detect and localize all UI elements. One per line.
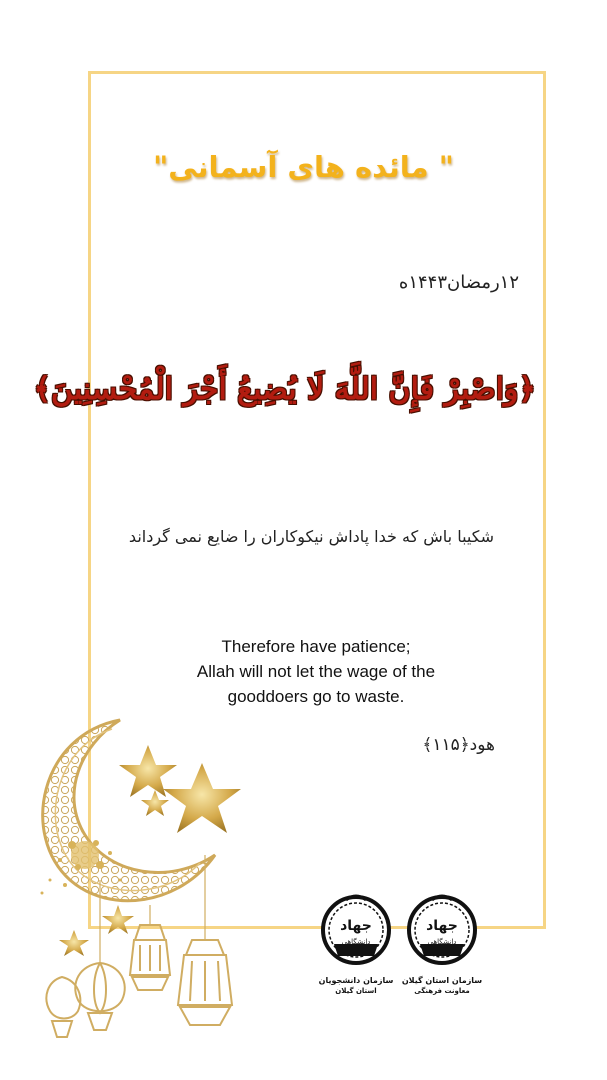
logo-sub: دانشگاهی [341, 938, 371, 946]
verse-reference: هود﴿۱۱۵﴾ [422, 735, 495, 755]
logo-sub: دانشگاهی [427, 938, 457, 946]
jahad-province-logo [401, 890, 483, 1002]
english-line: Allah will not let the wage of the [196, 662, 436, 681]
star-icon [102, 905, 134, 934]
star-icon [59, 930, 89, 956]
english-line: gooddoers go to waste. [227, 687, 405, 706]
star-icon [163, 763, 241, 833]
lantern-icon [75, 963, 125, 1030]
crescent-lantern-decoration [0, 715, 260, 1045]
english-line: Therefore have patience; [221, 637, 411, 656]
quran-verse: ﴿وَاصْبِرْ فَإِنَّ اللَّهَ لَا يُضِيعُ أَجْرَ الْمُحْسِنِينَ﴾ [33, 372, 536, 407]
lantern-icon [178, 940, 232, 1025]
logo-mark: جهاد [340, 918, 372, 934]
lantern-icon [46, 977, 80, 1037]
jahad-student-logo [320, 890, 392, 1002]
logo-caption: معاونت فرهنگی [414, 987, 470, 995]
persian-translation: شکیبا باش که خدا پاداش نیکوکاران را ضایع نمی گرداند [128, 527, 494, 546]
lantern-icon [130, 925, 170, 990]
logo-mark: جهاد [426, 918, 458, 934]
page-title: " مائده های آسمانی" [153, 150, 454, 184]
logo-group [318, 890, 483, 1008]
english-translation [130, 634, 502, 709]
logo-caption: سازمان دانشجویان [318, 976, 394, 985]
logo-caption: استان گیلان [335, 987, 377, 995]
logo-caption: سازمان استان گیلان [401, 976, 483, 985]
date-label: ۱۲رمضان۱۴۴۳ه [398, 272, 519, 293]
